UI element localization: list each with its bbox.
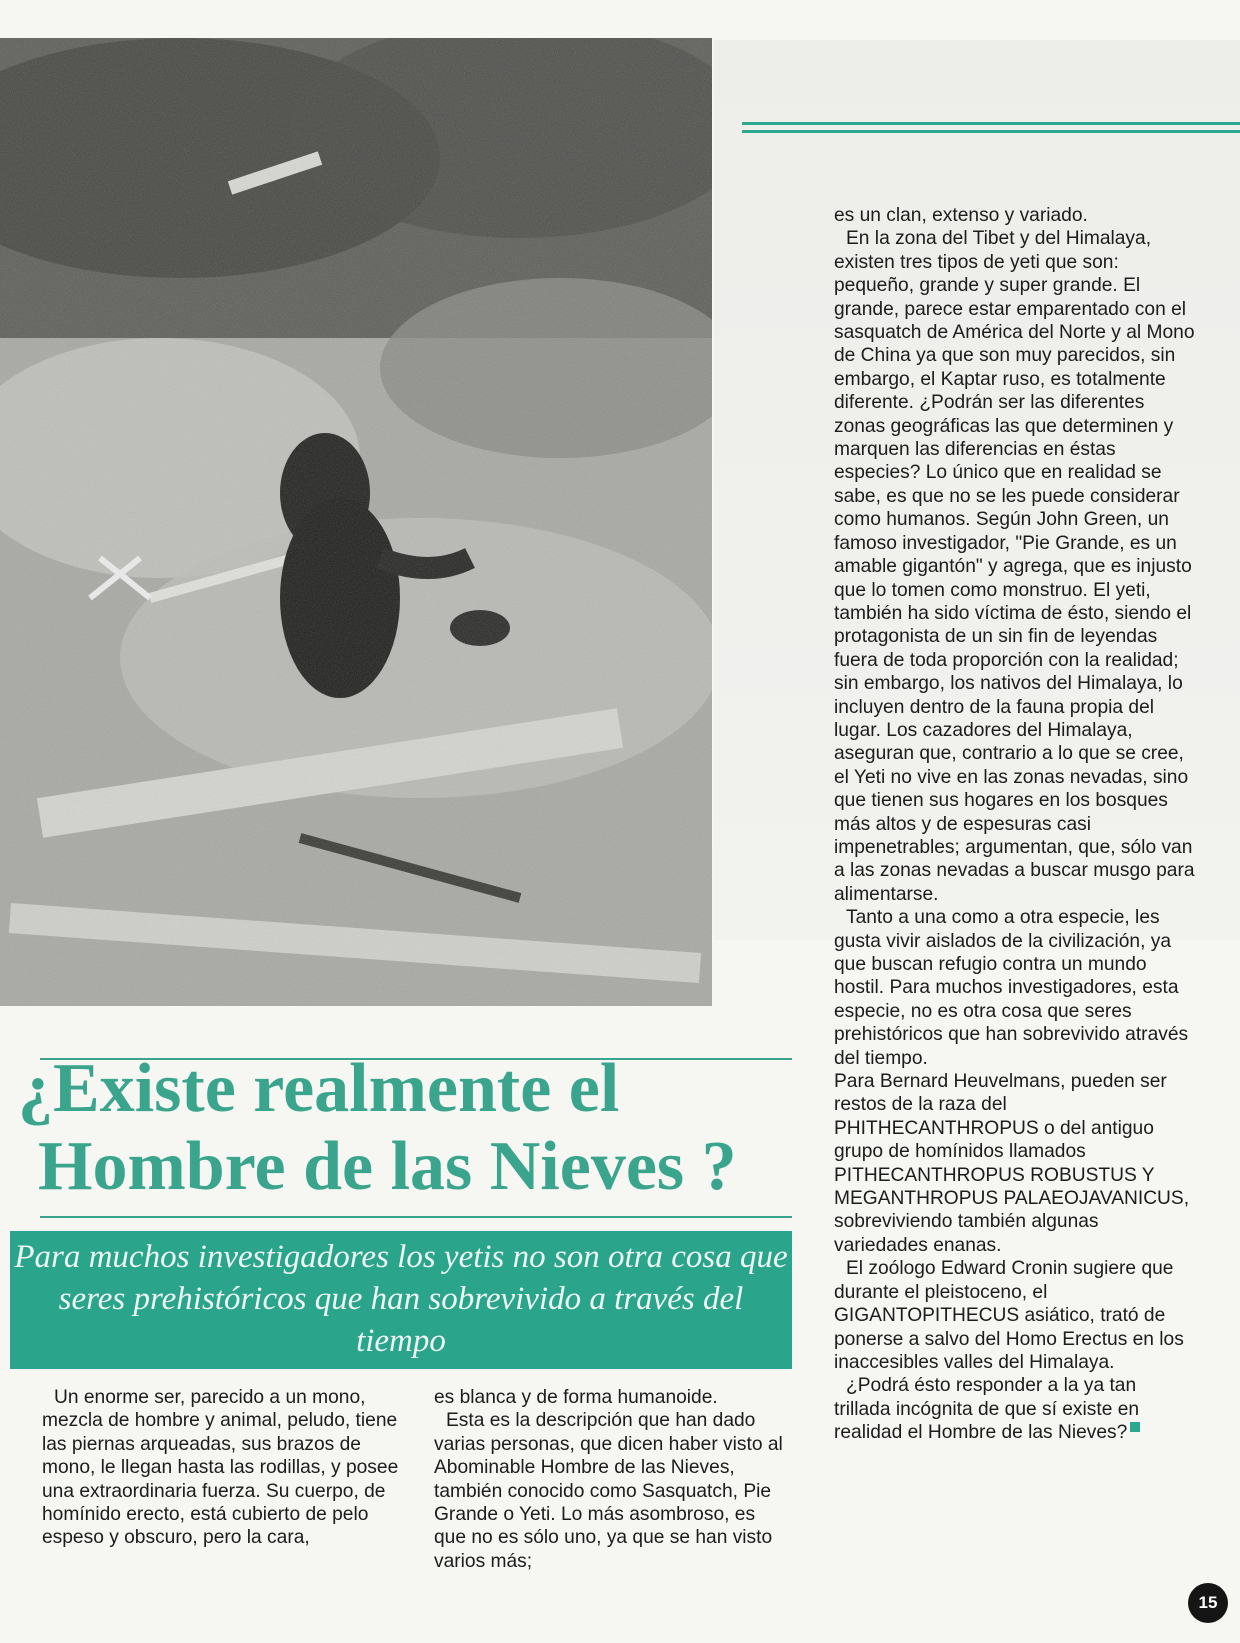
- accent-rule: [742, 122, 1240, 136]
- closing-sentence: ¿Podrá ésto responder a la ya tan trillada incógnita de que sí existe en realidad el Hombre de las Nieves?: [834, 1375, 1140, 1444]
- paragraph: En la zona del Tibet y del Himalaya, existen tres tipos de yeti que son: pequeño, grande y super grande. El grande, parece estar emparentado con el sasquatch de América del Norte y al Mono de China ya que son muy parecidos, sin embargo, el Kaptar ruso, es totalmente diferente. ¿Podrán ser las diferentes zonas geográficas las que determinen y marquen las diferencias en éstas especies? Lo único que en realidad se sabe, es que no se les puede considerar como humanos. Según John Green, un famoso investigador, "Pie Grande, es un amable gigantón" y agrega, que es injusto que lo tomen como monstruo. El yeti, también ha sido víctima de ésto, siendo el protagonista de un sin fin de leyendas fuera de toda proporción con la realidad; sin embargo, los nativos del Himalaya, lo incluyen dentro de la fauna propia del lugar. Los cazadores del Himalaya, aseguran que, contrario a lo que se cree, el Yeti no vive en las zonas nevadas, sino que tienen sus hogares en los bosques más altos y de espesuras casi impenetrables; argumentan, que, sólo van a las zonas nevadas a buscar musgo para alimentarse.: [834, 228, 1195, 905]
- article-column-2: [434, 1386, 792, 1573]
- paragraph: El zoólogo Edward Cronin sugiere que durante el pleistoceno, el GIGANTOPITHECUS asiático, trató de ponerse a salvo del Homo Erectus en los inaccesibles valles del Himalaya.: [834, 1258, 1184, 1373]
- paragraph: es blanca y de forma humanoide.: [434, 1387, 718, 1408]
- article-column-3: [834, 204, 1196, 1445]
- paragraph: Un enorme ser, parecido a un mono, mezcla de hombre y animal, peludo, tiene las piernas arqueadas, sus brazos de mono, le llegan hasta las rodillas, y posee una extraordinaria fuerza. Su cuerpo, de homínido erecto, está cubierto de pelo espeso y obscuro, pero la cara,: [42, 1387, 399, 1549]
- paragraph: Esta es la descripción que han dado varias personas, que dicen haber visto al Abominable Hombre de las Nieves, también conocido como Sasquatch, Pie Grande o Yeti. Lo más asombroso, es que no es sólo uno, ya que se han visto varios más;: [434, 1410, 783, 1572]
- headline-line-1: ¿Existe realmente el: [18, 1050, 620, 1127]
- subhead: Para muchos investigadores los yetis no son otra cosa que seres prehistóricos que han sobrevivido a través del tiempo: [14, 1239, 788, 1359]
- headline: [18, 1050, 798, 1206]
- headline-line-2: Hombre de las Nieves ?: [38, 1128, 737, 1205]
- page-number: 15: [1188, 1583, 1228, 1623]
- paragraph: es un clan, extenso y variado.: [834, 205, 1088, 226]
- paragraph: Tanto a una como a otra especie, les gusta vivir aislados de la civilización, ya que buscan refugio contra un mundo hostil. Para muchos investigadores, esta especie, no es otra cosa que seres prehistóricos que han sobrevivido através del tiempo.: [834, 907, 1189, 1069]
- paragraph: Para Bernard Heuvelmans, pueden ser restos de la raza del PHITHECANTHROPUS o del antiguo grupo de homínidos llamados PITHECANTHROPUS ROBUSTUS Y MEGANTHROPUS PALAEOJAVANICUS, sobreviviendo también algunas variedades enanas.: [834, 1071, 1190, 1256]
- yeti-photograph: [0, 38, 712, 1006]
- paragraph: [834, 1374, 1196, 1444]
- article-column-1: [42, 1386, 400, 1550]
- end-mark-icon: [1130, 1422, 1140, 1432]
- headline-rule-bottom: [40, 1216, 792, 1218]
